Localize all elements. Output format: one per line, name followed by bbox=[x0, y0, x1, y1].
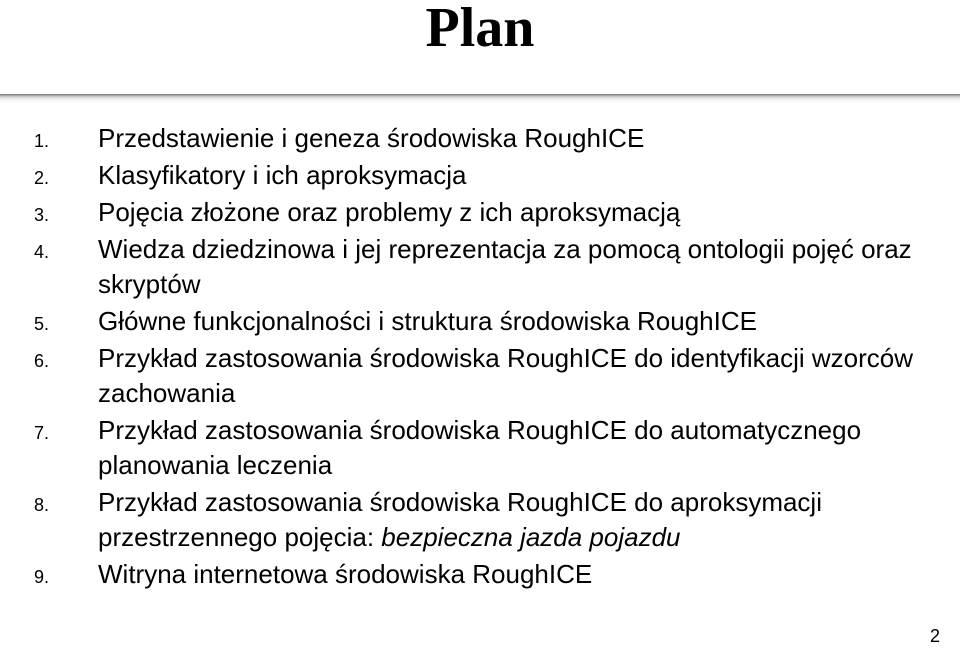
agenda-text: Wiedza dziedzinowa i jej reprezentacja za pomocą ontologii pojęć oraz skryptów bbox=[98, 234, 912, 299]
agenda-number: 8. bbox=[34, 495, 50, 515]
agenda-text-italic: bezpieczna jazda pojazdu bbox=[381, 522, 681, 552]
agenda-item-1 bbox=[0, 121, 960, 156]
agenda-text: Przykład zastosowania środowiska RoughICE do automatycznego planowania leczenia bbox=[98, 415, 862, 480]
agenda-text-plain: Przykład zastosowania środowiska RoughICE do aproksymacji przestrzennego pojęcia: bbox=[98, 487, 822, 552]
agenda-item-3 bbox=[0, 195, 960, 230]
slide-title: Plan bbox=[425, 0, 535, 59]
agenda-item-5 bbox=[0, 304, 960, 339]
agenda-number: 4. bbox=[34, 242, 50, 262]
agenda-text bbox=[98, 487, 822, 552]
agenda-text: Główne funkcjonalności i struktura środowiska RoughICE bbox=[98, 306, 757, 336]
title-divider bbox=[0, 94, 960, 103]
agenda-number: 9. bbox=[34, 567, 50, 587]
agenda-text: Pojęcia złożone oraz problemy z ich aproksymacją bbox=[98, 197, 681, 227]
agenda-list bbox=[0, 121, 960, 594]
agenda-number: 2. bbox=[34, 168, 50, 188]
agenda-text: Klasyfikatory i ich aproksymacja bbox=[98, 160, 467, 190]
agenda-item-7 bbox=[0, 413, 960, 483]
agenda-item-2 bbox=[0, 158, 960, 193]
agenda-number: 1. bbox=[34, 131, 50, 151]
agenda-item-8 bbox=[0, 485, 960, 555]
agenda-item-4 bbox=[0, 232, 960, 302]
agenda-number: 5. bbox=[34, 314, 50, 334]
agenda-number: 6. bbox=[34, 351, 50, 371]
agenda-number: 3. bbox=[34, 205, 50, 225]
agenda-text: Witryna internetowa środowiska RoughICE bbox=[98, 559, 593, 589]
agenda-item-9 bbox=[0, 557, 960, 592]
agenda-text: Przykład zastosowania środowiska RoughICE do identyfikacji wzorców zachowania bbox=[98, 343, 914, 408]
agenda-item-6 bbox=[0, 341, 960, 411]
agenda-text: Przedstawienie i geneza środowiska RoughICE bbox=[98, 123, 645, 153]
agenda-number: 7. bbox=[34, 423, 50, 443]
page-number: 2 bbox=[929, 626, 940, 646]
